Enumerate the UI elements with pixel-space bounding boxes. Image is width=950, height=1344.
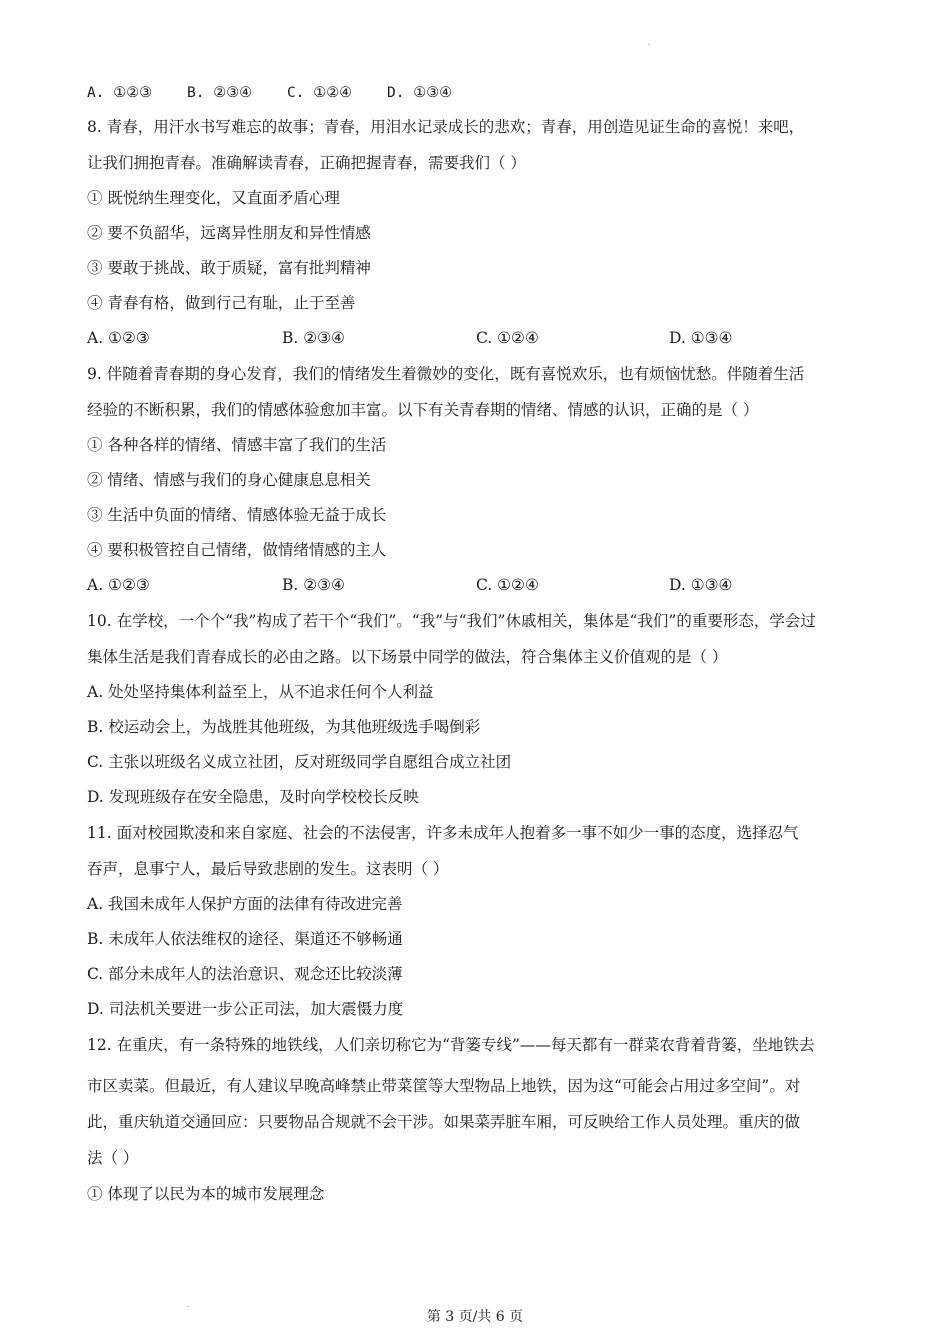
q8-option-a: A. ①②③ <box>87 329 150 347</box>
q8-stem-line-1: 8. 青春，用汗水书写难忘的故事；青春，用泪水记录成长的悲欢；青春，用创造见证生命的喜悦！来吧， <box>87 118 805 136</box>
q8-option-d: D. ①③④ <box>669 329 733 347</box>
q11-stem-line-2: 吞声，息事宁人，最后导致悲剧的发生。这表明（ ） <box>87 860 449 878</box>
q9-option-a: A. ①②③ <box>87 576 150 594</box>
q10-choice-c: C. 主张以班级名义成立社团，反对班级同学自愿组合成立社团 <box>87 753 512 771</box>
q12-stem-line-4: 法（ ） <box>87 1149 139 1167</box>
q9-option-d: D. ①③④ <box>669 576 733 594</box>
q11-choice-d: D. 司法机关要进一步公正司法，加大震慑力度 <box>87 1000 404 1018</box>
q11-choice-c: C. 部分未成年人的法治意识、观念还比较淡薄 <box>87 965 403 983</box>
q8-option-c: C. ①②④ <box>476 329 539 347</box>
q10-stem-line-2: 集体生活是我们青春成长的必由之路。以下场景中同学的做法，符合集体主义价值观的是（ ） <box>87 648 728 666</box>
q11-choice-a: A. 我国未成年人保护方面的法律有待改进完善 <box>87 895 403 913</box>
q9-stem-line-1: 9. 伴随着青春期的身心发育，我们的情绪发生着微妙的变化，既有喜悦欢乐，也有烦恼忧愁。伴随着生活 <box>87 365 805 383</box>
q12-stem-line-2: 市区卖菜。但最近，有人建议早晚高峰禁止带菜筐等大型物品上地铁，因为这“可能会占用过多空间”。对 <box>87 1077 801 1095</box>
q8-stem-line-2: 让我们拥抱青春。准确解读青春，正确把握青春，需要我们（ ） <box>87 154 526 172</box>
q9-statement-4: ④ 要积极管控自己情绪，做情绪情感的主人 <box>87 541 387 559</box>
q12-stem-line-1: 12. 在重庆，有一条特殊的地铁线，人们亲切称它为“背篓专线”——每天都有一群菜农背着背篓，坐地铁去 <box>87 1036 815 1054</box>
q8-option-b: B. ②③④ <box>282 329 345 347</box>
q10-choice-b: B. 校运动会上，为战胜其他班级，为其他班级选手喝倒彩 <box>87 718 481 736</box>
q9-statement-1: ① 各种各样的情绪、情感丰富了我们的生活 <box>87 436 387 454</box>
q8-statement-4: ④ 青春有格，做到行己有耻，止于至善 <box>87 294 356 312</box>
q11-choice-b: B. 未成年人依法维权的途径、渠道还不够畅通 <box>87 930 403 948</box>
q8-statement-1: ① 既悦纳生理变化，又直面矛盾心理 <box>87 189 340 207</box>
q8-statement-2: ② 要不负韶华，远离异性朋友和异性情感 <box>87 224 371 242</box>
page-footer: 第 3 页/共 6 页 <box>426 1309 524 1325</box>
q9-option-b: B. ②③④ <box>282 576 345 594</box>
q11-stem-line-1: 11. 面对校园欺凌和来自家庭、社会的不法侵害，许多未成年人抱着多一事不如少一事的态度，选择忍气 <box>87 824 799 842</box>
option-b: B. ②③④ <box>187 85 253 101</box>
q9-stem-line-2: 经验的不断积累，我们的情感体验愈加丰富。以下有关青春期的情绪、情感的认识，正确的是（ ） <box>87 401 759 419</box>
q10-choice-d: D. 发现班级存在安全隐患，及时向学校校长反映 <box>87 788 419 806</box>
q10-choice-a: A. 处处坚持集体利益至上，从不追求任何个人利益 <box>87 683 434 701</box>
q8-statement-3: ③ 要敢于挑战、敢于质疑，富有批判精神 <box>87 259 371 277</box>
q9-option-c: C. ①②④ <box>476 576 539 594</box>
q12-stem-line-3: 此，重庆轨道交通回应：只要物品合规就不会干涉。如果菜弄脏车厢，可反映给工作人员处理。重庆的做 <box>87 1113 801 1131</box>
option-d: D. ①③④ <box>387 85 453 101</box>
q9-statement-2: ② 情绪、情感与我们的身心健康息息相关 <box>87 471 371 489</box>
q9-statement-3: ③ 生活中负面的情绪、情感体验无益于成长 <box>87 506 387 524</box>
q12-statement-1: ① 体现了以民为本的城市发展理念 <box>87 1185 325 1203</box>
scan-mark <box>648 44 650 45</box>
q10-stem-line-1: 10. 在学校，一个个“我”构成了若干个“我们”。“我”与“我们”休戚相关，集体是“我们”的重要形态，学会过 <box>87 612 816 630</box>
option-a: A. ①②③ <box>87 85 153 101</box>
option-c: C. ①②④ <box>287 85 353 101</box>
